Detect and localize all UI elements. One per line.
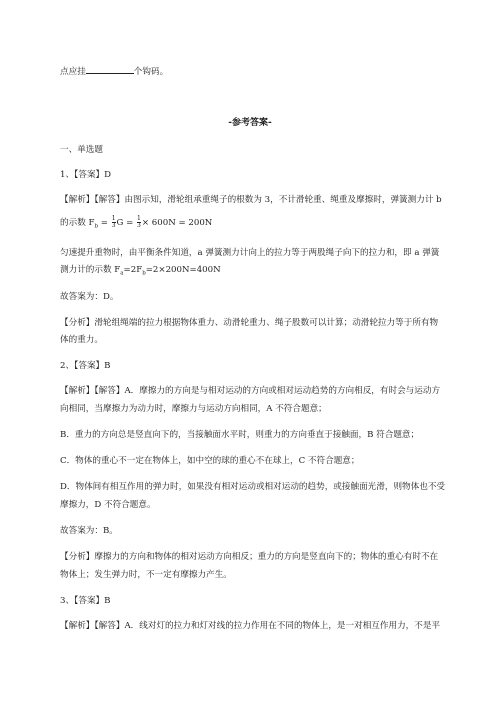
q1-formula-g: G = [116,218,137,228]
frac-den-b: 3 [137,222,141,229]
q2-analysis-a-line1: 【解析】【解答】A．摩擦力的方向是与相对运动的方向或相对运动趋势的方向相反，有时会与运动方 [60,386,441,396]
q1-fenxi-line1: 【分析】滑轮组绳端的拉力根据物体重力、动滑轮重力、绳子股数可以计算；动滑轮拉力等于所有物 [60,318,439,328]
q1-analysis-line1: 【解析】【解答】由图示知，滑轮组承重绳子的根数为 3，不计滑轮重、绳重及摩擦时，弹簧测力计 b [60,195,442,205]
fill-blank-line [60,65,440,78]
answers-title: -参考答案- [228,118,272,128]
q2-fenxi-line1: 【分析】摩擦力的方向和物体的相对运动方向相反；重力的方向是竖直向下的；物体的重心有时不在 [60,552,439,562]
answer-blank [86,65,134,74]
fraction-one-third-b [137,216,141,229]
q1-line4-sub2: b [142,270,146,277]
q1-conclusion: 故答案为：D。 [60,292,119,302]
q2-analysis-b: B．重力的方向总是竖直向下的，当接触面水平时，则重力的方向垂直于接触面，B 符合题意； [60,430,420,440]
q3-answer: 3、【答案】B [60,596,111,606]
q1-analysis-line3: 匀速提升重物时，由平衡条件知道，a 弹簧测力计向上的拉力等于两股绳子向下的拉力和，即 a 弹簧 [60,248,440,258]
q3-analysis-a-line1: 【解析】【解答】A．线对灯的拉力和灯对线的拉力作用在不同的物体上，是一对相互作用力，不是平 [60,621,441,631]
q1-formula-eq: = [98,218,111,228]
q2-analysis-a-line2: 向相同，当摩擦力为动力时，摩擦力与运动方向相同，A 不符合题意； [60,404,327,414]
q1-formula-prefix: 的示数 F [60,218,95,228]
q2-conclusion: 故答案为：B。 [60,526,118,536]
q1-analysis-formula [60,216,440,233]
q1-line4-mid: =2F [123,265,143,275]
q1-formula-tail: × 600N = 200N [141,218,213,228]
q1-answer: 1、【答案】D [60,170,112,180]
q1-line4-sub: a [120,270,124,277]
q2-analysis-d-line2: 摩擦力，D 不符合题意。 [60,500,156,510]
q2-analysis-d-line1: D．物体间有相互作用的弹力时，如果没有相对运动或相对运动的趋势，或接触面光滑，则物体也不受 [60,482,446,492]
blank-prefix: 点应挂 [60,67,86,77]
q1-line4-prefix: 测力计的示数 F [60,265,121,275]
q1-analysis-line4 [60,265,440,280]
q2-analysis-c: C．物体的重心不一定在物体上，如中空的球的重心不在球上，C 不符合题意； [60,456,360,466]
blank-suffix: 个钩码。 [133,67,169,77]
frac-num-b: 1 [137,215,141,222]
q1-fenxi-line2: 体的重力。 [60,335,103,345]
q1-line4-tail: =2×200N=400N [145,265,221,275]
frac-den-a: 3 [111,222,116,229]
section-heading: 一、单选题 [60,145,103,155]
q2-answer: 2、【答案】B [60,361,111,371]
frac-num-a: 1 [111,215,116,222]
q1-formula-sub: b [94,223,99,230]
fraction-one-third-a [112,216,116,229]
q2-fenxi-line2: 物体上；发生弹力时，不一定有摩擦力产生。 [60,570,232,580]
